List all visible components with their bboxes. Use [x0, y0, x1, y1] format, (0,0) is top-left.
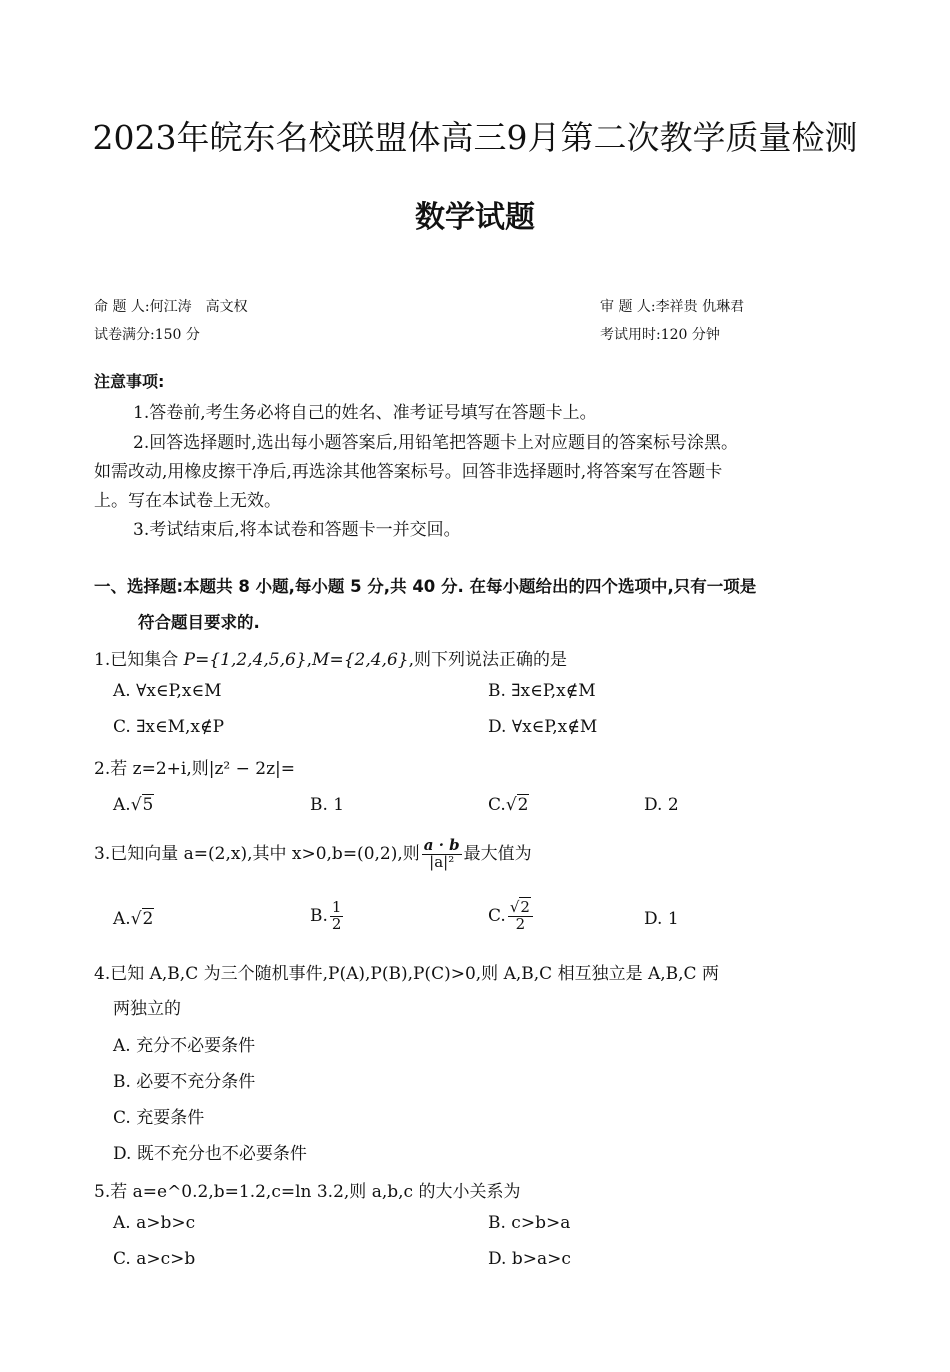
question-4-stem-line-2: 两独立的	[113, 999, 181, 1019]
q2-a-radicand: 5	[142, 795, 154, 815]
time-value: 120 分钟	[660, 327, 720, 343]
q1-suffix: ,则下列说法正确的是	[408, 650, 567, 670]
question-1-option-b: B. ∃x∈P,x∉M	[488, 681, 596, 701]
notice-heading: 注意事项:	[94, 372, 165, 391]
question-3-option-b	[310, 900, 345, 933]
q1-sep: ,	[306, 650, 313, 670]
question-4-option-d: D. 既不充分也不必要条件	[113, 1144, 307, 1164]
score-value: 150 分	[154, 327, 200, 343]
question-2-option-a: A.√5	[113, 795, 154, 815]
question-1-option-c: C. ∃x∈M,x∉P	[113, 717, 225, 737]
q3-b-label: B.	[310, 905, 328, 926]
q2-c-label: C.	[488, 795, 506, 815]
score-label: 试卷满分:	[94, 327, 155, 343]
q3-frac-den: |a|²	[429, 852, 455, 871]
authors-value: 何江涛 高文权	[149, 299, 248, 315]
notice-item-3: 3.考试结束后,将本试卷和答题卡一并交回。	[133, 520, 461, 540]
question-2-option-b: B. 1	[310, 795, 345, 815]
reviewers-line	[600, 296, 744, 316]
question-3-option-c: C. $\frac{√2}{2}$	[488, 900, 535, 933]
q3-suffix: 最大值为	[463, 843, 532, 864]
question-1-option-a: A. ∀x∈P,x∈M	[113, 681, 222, 701]
q3-fraction	[422, 838, 462, 871]
question-5-option-d: D. b>a>c	[488, 1249, 571, 1269]
question-1-stem	[94, 645, 567, 670]
question-1-option-d: D. ∀x∈P,x∉M	[488, 717, 598, 737]
score-line	[94, 324, 200, 344]
question-4-stem-line-1: 4.已知 A,B,C 为三个随机事件,P(A),P(B),P(C)>0,则 A,B,C 相互独立是 A,B,C 两	[94, 964, 719, 984]
reviewers-value: 李祥贵 仇琳君	[655, 299, 745, 315]
question-2-stem: 2.若 z=2+i,则|z² − 2z|=	[94, 759, 296, 779]
notice-item-2-line-1: 2.回答选择题时,选出每小题答案后,用铅笔把答题卡上对应题目的答案标号涂黑。	[133, 433, 739, 453]
q3-a-label: A.	[113, 909, 131, 929]
q3-c-label: C.	[488, 905, 506, 926]
q3-frac-num: a · b	[423, 836, 460, 854]
section-1-heading-line-2: 符合题目要求的.	[138, 613, 260, 632]
time-label: 考试用时:	[600, 327, 661, 343]
q3-prefix: 3.已知向量 a=(2,x),其中 x>0,b=(0,2),则	[94, 843, 420, 864]
exam-title: 2023年皖东名校联盟体高三9月第二次教学质量检测	[92, 118, 858, 157]
question-3-option-d: D. 1	[644, 909, 679, 929]
question-3-stem	[94, 838, 532, 871]
authors-label: 命 题 人:	[94, 299, 150, 315]
q2-a-label: A.	[113, 795, 131, 815]
authors-line	[94, 296, 248, 316]
q3-c-num-radicand: 2	[520, 898, 530, 916]
notice-item-1: 1.答卷前,考生务必将自己的姓名、准考证号填写在答题卡上。	[133, 403, 597, 423]
time-line	[600, 324, 720, 344]
question-5-stem: 5.若 a=e^0.2,b=1.2,c=ln 3.2,则 a,b,c 的大小关系为	[94, 1182, 521, 1202]
q1-set-m: M={2,4,6}	[312, 650, 409, 670]
notice-item-2-line-2: 如需改动,用橡皮擦干净后,再选涂其他答案标号。回答非选择题时,将答案写在答题卡	[94, 462, 723, 482]
notice-item-2-line-3: 上。写在本试卷上无效。	[94, 491, 281, 511]
q1-prefix: 1.已知集合	[94, 650, 184, 670]
question-4-option-a: A. 充分不必要条件	[113, 1036, 256, 1056]
exam-subtitle: 数学试题	[415, 200, 535, 235]
q3-b-den: 2	[331, 914, 342, 933]
question-2-option-c: C.√2	[488, 795, 529, 815]
reviewers-label: 审 题 人:	[600, 299, 656, 315]
q1-set-p: P={1,2,4,5,6}	[183, 650, 307, 670]
question-4-option-c: C. 充要条件	[113, 1108, 205, 1128]
question-4-option-b: B. 必要不充分条件	[113, 1072, 256, 1092]
question-2-option-d: D. 2	[644, 795, 679, 815]
question-5-option-a: A. a>b>c	[113, 1213, 196, 1233]
q3-c-den: 2	[515, 914, 526, 933]
q3-a-radicand: 2	[142, 909, 154, 929]
question-5-option-c: C. a>c>b	[113, 1249, 196, 1269]
question-3-option-a: A.√2	[113, 909, 154, 929]
section-1-heading-line-1: 一、选择题:本题共 8 小题,每小题 5 分,共 40 分. 在每小题给出的四个选项中,只有一项是	[94, 577, 757, 596]
question-5-option-b: B. c>b>a	[488, 1213, 571, 1233]
q2-c-radicand: 2	[517, 795, 529, 815]
q3-b-num: 1	[331, 898, 342, 916]
